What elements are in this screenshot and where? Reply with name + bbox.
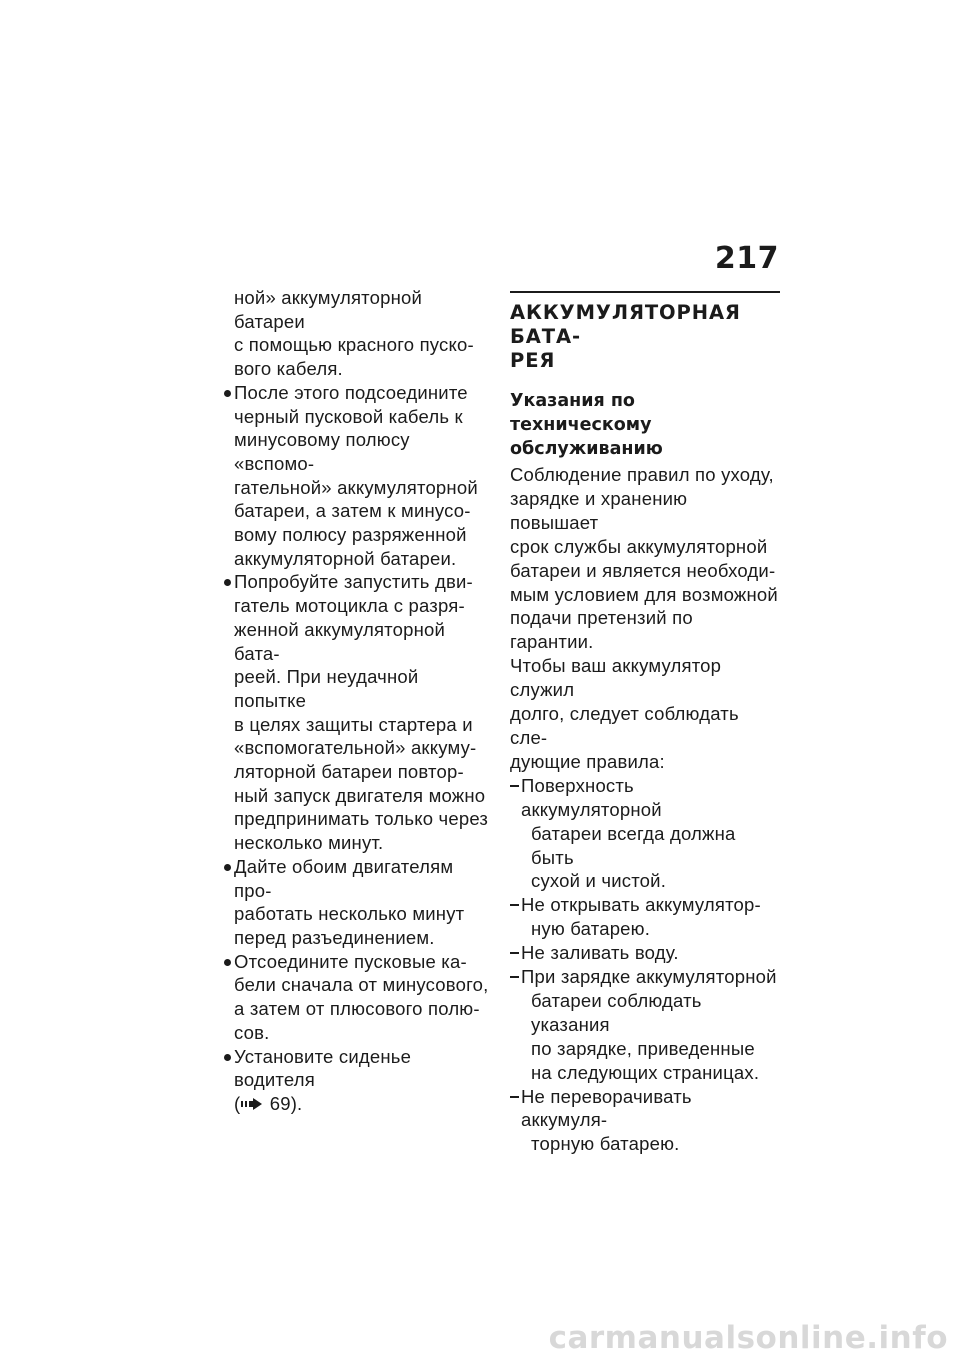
text-line: Отсоедините пусковые ка-	[234, 950, 467, 972]
text-line: батареи и является необходи-	[510, 559, 776, 581]
text-line: аккумуляторной батареи.	[234, 547, 457, 569]
text-line: торную батарею.	[531, 1133, 680, 1155]
text-line: Дайте обоим двигателям про-	[234, 855, 454, 901]
dash-icon	[510, 904, 519, 906]
list-item	[510, 1085, 780, 1157]
bullet-icon	[224, 864, 231, 871]
text-line: предпринимать только через	[234, 808, 489, 830]
page-number: 217	[714, 241, 779, 276]
section-divider	[510, 291, 780, 293]
text-line: минусовому полюсу «вспомо-	[234, 429, 410, 474]
bullet-item	[214, 855, 489, 950]
text-line: долго, следует соблюдать сле-	[510, 703, 739, 748]
text-line: батареи всегда должна быть	[531, 822, 736, 868]
dash-icon	[510, 952, 519, 954]
text-line: несколько минут.	[234, 832, 384, 854]
title-line: РЕЯ	[510, 349, 556, 372]
text-line: вому полюсу разряженной	[234, 524, 467, 546]
text-line: Не переворачивать аккумуля-	[521, 1085, 692, 1131]
text-line: ной» аккумуляторной батареи	[234, 287, 423, 332]
reference-page-text: 69).	[264, 1092, 303, 1114]
list-item	[510, 965, 780, 1085]
text-line: в целях защиты стартера и	[234, 713, 473, 735]
dash-icon	[510, 976, 519, 978]
list-item	[510, 893, 780, 941]
list-item	[510, 941, 780, 965]
text-line: работать несколько минут	[234, 903, 465, 925]
text-line: Не заливать воду.	[521, 942, 679, 964]
text-line: женной аккумуляторной бата-	[234, 618, 446, 664]
reference-open-paren: (	[234, 1092, 241, 1114]
title-line: обслуживанию	[510, 439, 663, 459]
left-column	[214, 286, 489, 1116]
text-line: ную батарею.	[531, 918, 651, 940]
text-line: «вспомогательной» аккуму-	[234, 737, 477, 759]
text-line: зарядке и хранению повышает	[510, 487, 688, 533]
text-line: черный пусковой кабель к	[234, 405, 463, 427]
text-line: гатель мотоцикла с разря-	[234, 595, 465, 617]
body-paragraph	[510, 463, 780, 774]
text-line: вого кабеля.	[234, 358, 343, 380]
bullet-item	[214, 570, 489, 854]
watermark: carmanualsonline.info	[548, 1320, 948, 1356]
text-line: Попробуйте запустить дви-	[234, 571, 473, 593]
dash-icon	[510, 1096, 519, 1098]
text-line: на следующих страницах.	[531, 1061, 760, 1083]
bullet-item	[214, 950, 489, 1045]
text-line: Установите сиденье водителя	[234, 1045, 412, 1091]
rules-list	[510, 774, 780, 1157]
text-line: по зарядке, приведенные	[531, 1037, 755, 1059]
bullet-icon	[224, 959, 231, 966]
text-line: дующие правила:	[510, 750, 665, 772]
text-line: с помощью красного пуско-	[234, 334, 474, 356]
right-column	[510, 291, 780, 1156]
text-line: мым условием для возможной	[510, 583, 778, 605]
text-line: гательной» аккумуляторной	[234, 476, 478, 498]
text-line: батареи соблюдать указания	[531, 989, 702, 1035]
text-line: Соблюдение правил по уходу,	[510, 464, 774, 485]
text-line: ляторной батареи повтор-	[234, 761, 464, 783]
text-line: бели сначала от минусового,	[234, 974, 489, 996]
subsection-title	[510, 389, 780, 461]
text-line: а затем от плюсового полю-	[234, 998, 480, 1020]
dash-icon	[510, 785, 519, 787]
title-line: АККУМУЛЯТОРНАЯ БАТА-	[510, 301, 741, 348]
text-line: Не открывать аккумулятор-	[521, 894, 761, 916]
text-line: сов.	[234, 1021, 270, 1043]
text-line: После этого подсоедините	[234, 381, 468, 403]
page-reference[interactable]	[234, 1092, 489, 1116]
bullet-icon	[224, 579, 231, 586]
page-reference-arrow-icon	[240, 1097, 264, 1111]
title-line: Указания по техническому	[510, 391, 652, 435]
text-line: подачи претензий по гарантии.	[510, 607, 693, 653]
text-line: перед разъединением.	[234, 926, 435, 948]
text-line: сухой и чистой.	[531, 870, 667, 892]
bullet-item	[214, 381, 489, 571]
text-line: реей. При неудачной попытке	[234, 666, 419, 711]
text-line: батареи, а затем к минусо-	[234, 500, 471, 522]
text-line: Чтобы ваш аккумулятор служил	[510, 655, 722, 701]
text-line: При зарядке аккумуляторной	[521, 966, 777, 988]
text-line: срок службы аккумуляторной	[510, 535, 768, 557]
text-line: Поверхность аккумуляторной	[521, 774, 662, 820]
list-item	[510, 774, 780, 894]
intro-paragraph	[214, 286, 489, 381]
bullet-item	[214, 1045, 489, 1116]
section-title	[510, 301, 780, 373]
bullet-icon	[224, 390, 231, 397]
bullet-icon	[224, 1054, 231, 1061]
text-line: ный запуск двигателя можно	[234, 784, 486, 806]
